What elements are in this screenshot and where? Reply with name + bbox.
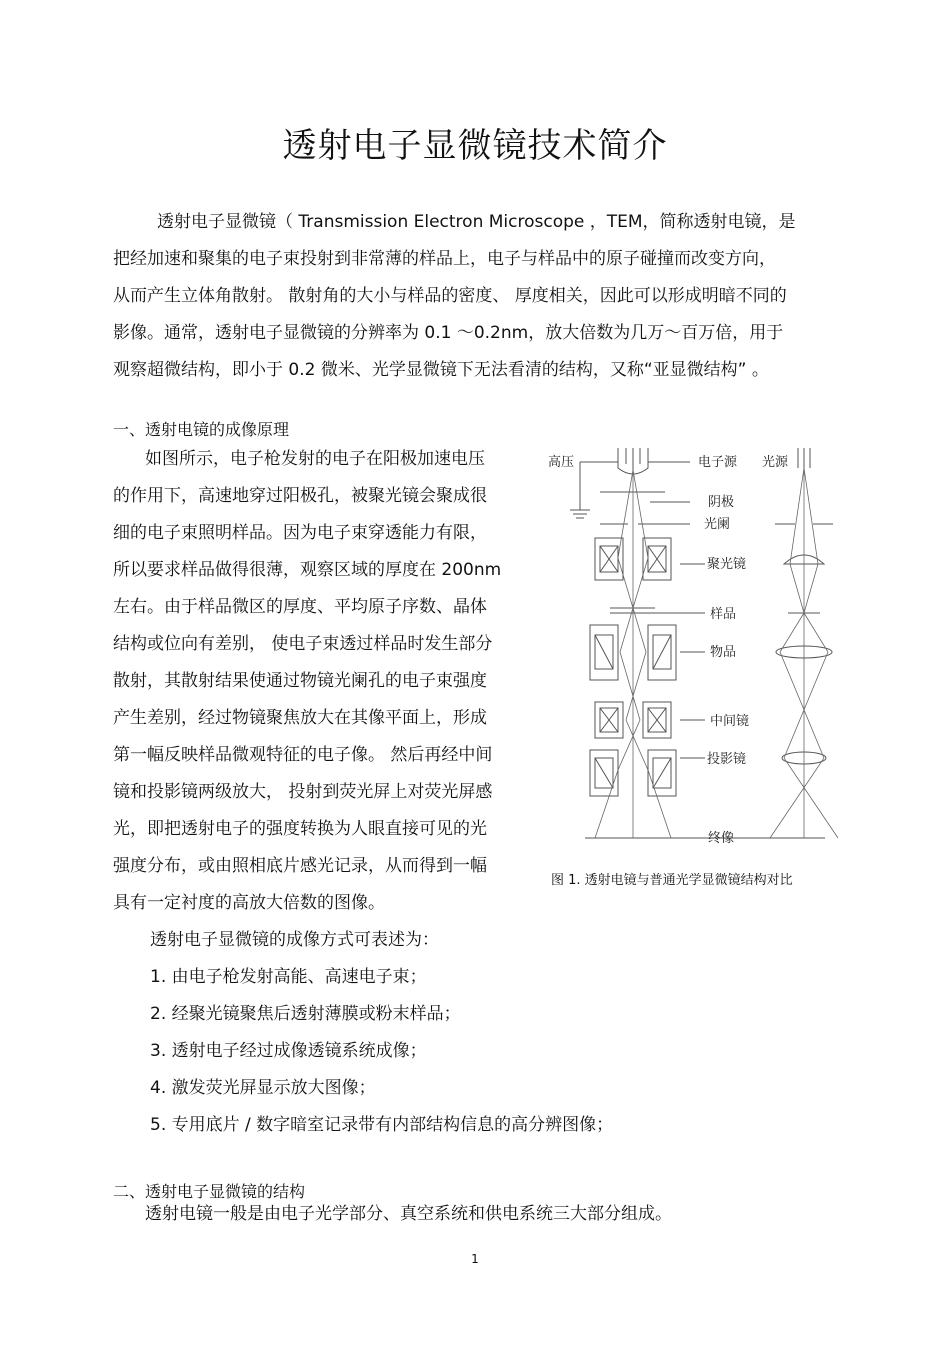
intro-line: 把经加速和聚集的电子束投射到非常薄的样品上，电子与样品中的原子碰撞而改变方向，: [113, 249, 776, 269]
step-item: 5. 专用底片 / 数字暗室记录带有内部结构信息的高分辨图像；: [150, 1115, 614, 1135]
intro-line: 影像。通常，透射电子显微镜的分辨率为 0.1 ～0.2nm，放大倍数为几万～百万倍，用于: [113, 323, 784, 343]
label-projector: 投影镜: [707, 752, 747, 767]
body-line: 结构或位向有差别， 使电子束透过样品时发生部分: [113, 634, 493, 654]
label-electron-source: 电子源: [698, 455, 738, 470]
body-line: 镜和投影镜两级放大， 投射到荧光屏上对荧光屏感: [113, 782, 493, 802]
page-number: 1: [471, 1252, 479, 1266]
body-line: 透射电镜一般是由电子光学部分、真空系统和供电系统三大部分组成。: [145, 1204, 672, 1224]
body-line: 产生差别，经过物镜聚焦放大在其像平面上，形成: [113, 708, 487, 728]
label-cathode: 阴极: [708, 495, 735, 510]
step-item: 2. 经聚光镜聚焦后透射薄膜或粉末样品；: [150, 1004, 461, 1024]
body-line: 如图所示，电子枪发射的电子在阳极加速电压: [145, 449, 485, 469]
figure-caption: 图 1. 透射电镜与普通光学显微镜结构对比: [551, 873, 793, 888]
intro-line: 从而产生立体角散射。 散射角的大小与样品的密度、 厚度相关，因此可以形成明暗不同的: [113, 286, 787, 306]
label-objective: 物品: [710, 645, 737, 660]
label-intermediate: 中间镜: [710, 714, 750, 729]
intro-line: 透射电子显微镜（ Transmission Electron Microscope ，TEM，简称透射电镜，是: [157, 212, 796, 232]
label-final-image: 终像: [708, 831, 735, 846]
summary-line: 透射电子显微镜的成像方式可表述为：: [150, 930, 439, 950]
step-item: 3. 透射电子经过成像透镜系统成像；: [150, 1041, 427, 1061]
step-item: 1. 由电子枪发射高能、高速电子束；: [150, 967, 427, 987]
tem-diagram: [540, 440, 870, 860]
section-heading: 一、透射电镜的成像原理: [113, 420, 290, 439]
body-line: 第一幅反映样品微观特征的电子像。 然后再经中间: [113, 745, 493, 765]
body-line: 光，即把透射电子的强度转换为人眼直接可见的光: [113, 819, 487, 839]
body-line: 的作用下，高速地穿过阳极孔，被聚光镜会聚成很: [113, 486, 487, 506]
label-high-voltage: 高压: [548, 455, 575, 470]
body-line: 左右。由于样品微区的厚度、平均原子序数、晶体: [113, 597, 487, 617]
body-line: 散射，其散射结果使通过物镜光阑孔的电子束强度: [113, 671, 487, 691]
body-line: 具有一定衬度的高放大倍数的图像。: [113, 893, 385, 913]
label-aperture: 光阑: [704, 517, 731, 532]
page-title: 透射电子显微镜技术简介: [282, 126, 668, 166]
body-line: 强度分布，或由照相底片感光记录，从而得到一幅: [113, 856, 487, 876]
step-item: 4. 激发荧光屏显示放大图像；: [150, 1078, 376, 1098]
label-light-source: 光源: [762, 455, 789, 470]
label-condenser: 聚光镜: [707, 557, 747, 572]
section-heading: 二、透射电子显微镜的结构: [113, 1182, 306, 1201]
body-line: 所以要求样品做得很薄，观察区域的厚度在 200nm: [113, 560, 502, 580]
label-sample: 样品: [710, 607, 737, 622]
body-line: 细的电子束照明样品。因为电子束穿透能力有限，: [113, 523, 487, 543]
intro-line: 观察超微结构，即小于 0.2 微米、光学显微镜下无法看清的结构，又称“亚显微结构” 。: [113, 360, 769, 380]
